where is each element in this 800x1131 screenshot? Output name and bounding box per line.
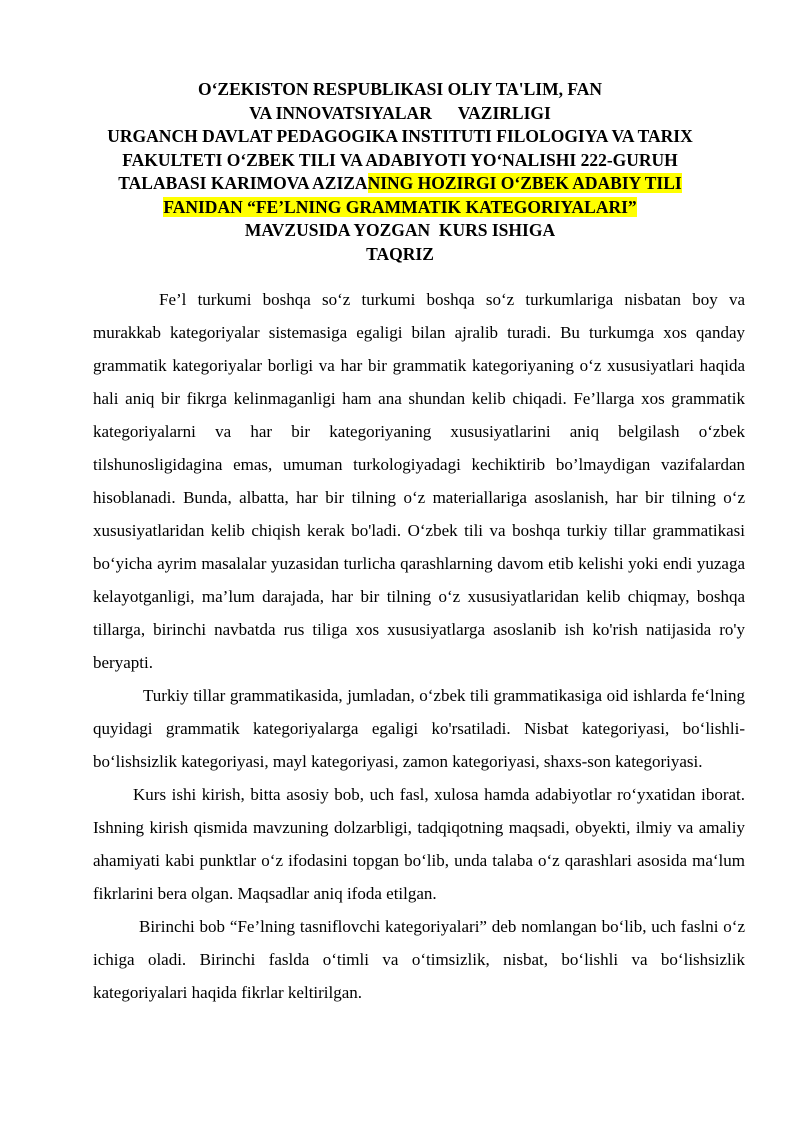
heading-line-review: TAQRIZ: [366, 243, 434, 264]
heading-highlight-topic: FANIDAN “FE’LNING GRAMMATIK KATEGORIYALARI”: [163, 196, 637, 217]
review-body: [93, 283, 745, 1009]
document-heading: [60, 78, 740, 266]
heading-line-topic: [60, 196, 740, 220]
heading-line-ministry-cont: VA INNOVATSIYALAR VAZIRLIGI: [249, 102, 551, 123]
heading-line-student: [60, 172, 740, 196]
paragraph-turkic-grammar: Turkiy tillar grammatikasida, jumladan, o‘zbek tili grammatikasiga oid ishlarda fe‘lning quyidagi grammatik kategoriyalarga egaligi ko'rsatiladi. Nisbat kategoriyasi, bo‘lishli-bo‘lishsizlik kategoriyasi, mayl kategoriyasi, zamon kategoriyasi, shaxs-son kategoriyasi.: [93, 686, 745, 771]
paragraph-coursework-structure: Kurs ishi kirish, bitta asosiy bob, uch fasl, xulosa hamda adabiyotlar ro‘yxatidan iborat. Ishning kirish qismida mavzuning dolzarbligi, tadqiqotning maqsadi, obyekti, ilmiy va amaliy ahamiyati kabi punktlar o‘z ifodasini topgan bo‘lib, unda talaba o‘z qarashlari asosida ma‘lum fikrlarini bera olgan. Maqsadlar aniq ifoda etilgan.: [93, 785, 745, 903]
heading-highlight-subject: NING HOZIRGI O‘ZBEK ADABIY TILI: [367, 173, 682, 193]
heading-line-ministry: O‘ZEKISTON RESPUBLIKASI OLIY TA'LIM, FAN: [197, 79, 603, 99]
paragraph-verb-categories: Fe’l turkumi boshqa so‘z turkumi boshqa so‘z turkumlariga nisbatan boy va murakkab kategoriyalar sistemasiga egaligi bilan ajralib turadi. Bu turkumga xos qanday grammatik kategoriyalar borligi va har bir grammatik kategoriyaning o‘z xususiyatlari haqida hali aniq bir fikrga kelinmaganligi ham ana shundan kelib chiqadi. Fe’llarga xos grammatik kategoriyalarni va har bir kategoriyaning xususiyatlarini aniq belgilash o‘zbek tilshunosligidagina emas, umuman turkologiyadagi kechiktirib bo’lmaydigan vazifalardan hisoblanadi. Bunda, albatta, har bir tilning o‘z materiallariga asoslanish, har bir tilning o‘z xususiyatlaridan kelib chiqish kerak bo'ladi. O‘zbek tili va boshqa turkiy tillar grammatikasi bo‘yicha ayrim masalalar yuzasidan turlicha qarashlarning davom etib kelishi yoki endi yuzaga kelayotganligi, ma’lum darajada, har bir tilning o‘z xususiyatlaridan kelib chiqmay, boshqa tillarga, birinchi navbatda rus tiliga xos xususiyatlarga asoslanib ish ko'rish natijasida ro'y beryapti.: [93, 290, 745, 672]
heading-student-name: TALABASI KARIMOVA AZIZA: [118, 173, 368, 193]
heading-line-coursework: MAVZUSIDA YOZGAN KURS ISHIGA: [244, 220, 556, 240]
paragraph-first-chapter: Birinchi bob “Fe’lning tasniflovchi kategoriyalari” deb nomlangan bo‘lib, uch faslni o‘z ichiga oladi. Birinchi faslda o‘timli va o‘timsizlik, nisbat, bo‘lishli va bo‘lishsizlik kategoriyalari haqida fikrlar keltirilgan.: [93, 917, 745, 1002]
heading-line-faculty: FAKULTETI O‘ZBEK TILI VA ADABIYOTI YO‘NALISHI 222-GURUH: [122, 149, 678, 170]
heading-line-institute: URGANCH DAVLAT PEDAGOGIKA INSTITUTI FILOLOGIYA VA TARIX: [107, 126, 693, 146]
